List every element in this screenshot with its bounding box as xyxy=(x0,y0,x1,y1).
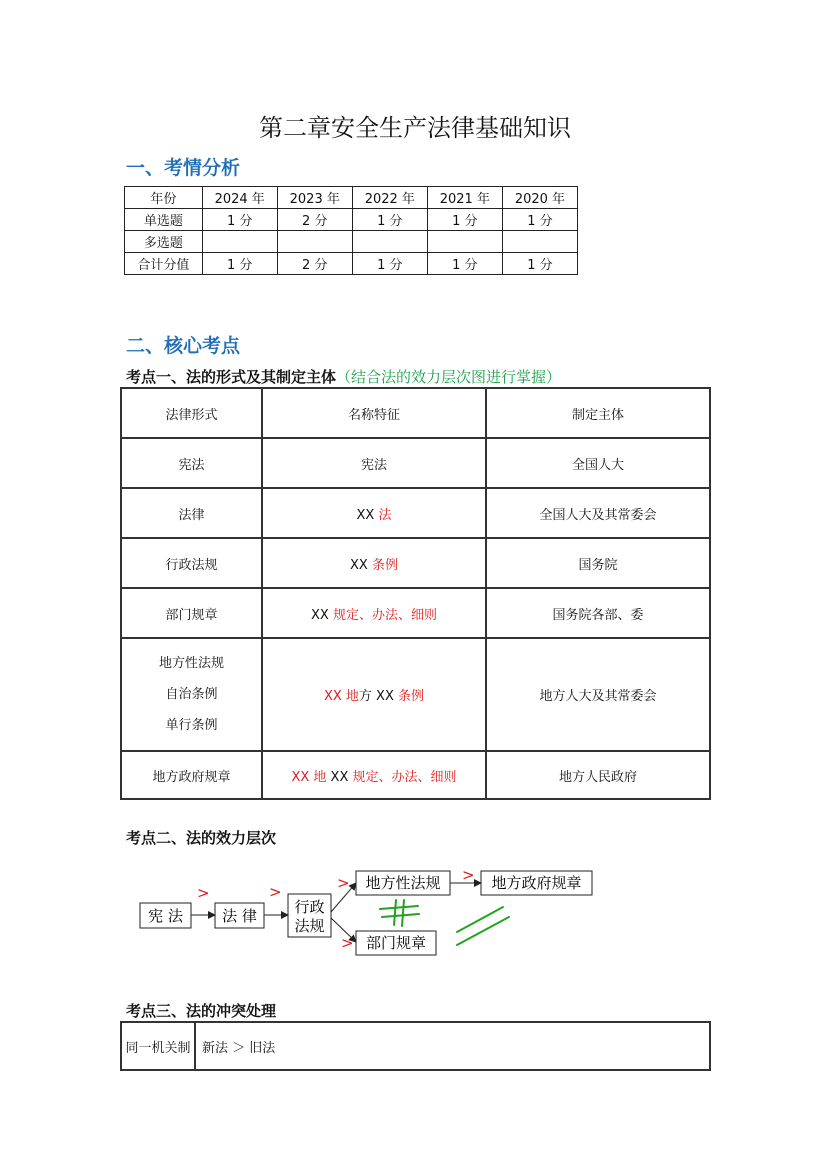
table-row xyxy=(121,588,710,638)
table-cell xyxy=(427,231,502,253)
form-line: 地方性法规 xyxy=(158,656,224,671)
greater-than-mark: > xyxy=(462,866,475,884)
name-prefix: XX xyxy=(356,507,379,523)
name-suffix: 规定、办法、细则 xyxy=(332,607,437,623)
table-row xyxy=(121,538,710,588)
table-cell xyxy=(202,231,277,253)
table-cell: 1 分 xyxy=(502,209,577,231)
node-constitution: 宪 法 xyxy=(148,907,183,925)
table-cell: 地方人民政府 xyxy=(486,751,710,799)
table-cell: 年份 xyxy=(125,187,203,209)
table-cell xyxy=(262,751,486,799)
form-line: 自治条例 xyxy=(165,687,218,702)
table-cell: 名称特征 xyxy=(262,388,486,438)
table-row xyxy=(125,187,578,209)
node-admin-regulation-line1: 行政 xyxy=(294,898,325,916)
table-cell: 国务院 xyxy=(486,538,710,588)
table-cell xyxy=(262,638,486,751)
name-prefix: XX 地 xyxy=(323,689,359,704)
table-cell: 2022 年 xyxy=(352,187,427,209)
table-cell: 2 分 xyxy=(277,209,352,231)
name-prefix: XX 地 xyxy=(291,769,331,785)
table-cell: 全国人大及其常委会 xyxy=(486,488,710,538)
table-row xyxy=(125,209,578,231)
not-equal-annotation xyxy=(380,900,419,926)
section-heading-core-points: 二、核心考点 xyxy=(126,335,241,357)
table-cell: 1 分 xyxy=(427,253,502,275)
table-cell: 2024 年 xyxy=(202,187,277,209)
name-suffix: 法 xyxy=(378,507,392,523)
node-local-regulation: 地方性法规 xyxy=(365,874,441,892)
table-cell xyxy=(352,231,427,253)
node-admin-regulation-line2: 法规 xyxy=(294,917,325,935)
table-row xyxy=(121,438,710,488)
table-row xyxy=(121,1022,710,1070)
equal-annotation xyxy=(457,907,509,945)
point2-heading: 考点二、法的效力层次 xyxy=(126,829,277,847)
point1-heading-note: （结合法的效力层次图进行掌握） xyxy=(336,368,562,386)
name-prefix: XX xyxy=(350,557,372,573)
table-cell: 1 分 xyxy=(202,209,277,231)
section-heading-exam-analysis: 一、考情分析 xyxy=(126,157,241,179)
greater-than-mark: > xyxy=(197,884,210,902)
table-cell: 新法 ＞ 旧法 xyxy=(195,1022,710,1070)
table-cell: 行政法规 xyxy=(121,538,262,588)
conflict-table xyxy=(120,1021,711,1071)
table-cell: 同一机关制 xyxy=(121,1022,195,1070)
page-title: 第二章安全生产法律基础知识 xyxy=(259,114,571,142)
node-dept-rule: 部门规章 xyxy=(365,934,427,952)
greater-than-mark: > xyxy=(269,883,282,901)
table-row xyxy=(121,488,710,538)
table-cell: 法律形式 xyxy=(121,388,262,438)
table-cell xyxy=(262,488,486,538)
name-suffix: 条例 xyxy=(398,689,425,704)
table-cell: 2023 年 xyxy=(277,187,352,209)
table-cell: 1 分 xyxy=(427,209,502,231)
table-row xyxy=(121,638,710,751)
point3-heading: 考点三、法的冲突处理 xyxy=(126,1002,277,1020)
table-row xyxy=(121,751,710,799)
table-cell: 地方政府规章 xyxy=(121,751,262,799)
table-cell: 2021 年 xyxy=(427,187,502,209)
table-cell: 宪法 xyxy=(262,438,486,488)
table-cell: 法律 xyxy=(121,488,262,538)
table-cell: 制定主体 xyxy=(486,388,710,438)
table-cell: 部门规章 xyxy=(121,588,262,638)
table-cell: 宪法 xyxy=(121,438,262,488)
table-cell: 1 分 xyxy=(502,253,577,275)
table-cell: 地方人大及其常委会 xyxy=(486,638,710,751)
greater-than-mark: > xyxy=(341,934,354,952)
table-cell: 2 分 xyxy=(277,253,352,275)
name-suffix: 规定、办法、细则 xyxy=(352,769,457,785)
table-cell xyxy=(262,588,486,638)
table-cell: 1 分 xyxy=(352,253,427,275)
table-cell: 国务院各部、委 xyxy=(486,588,710,638)
table-cell: 全国人大 xyxy=(486,438,710,488)
table-row xyxy=(125,231,578,253)
name-suffix: 条例 xyxy=(371,557,398,573)
table-cell xyxy=(277,231,352,253)
table-cell: 多选题 xyxy=(125,231,203,253)
node-local-gov-rule: 地方政府规章 xyxy=(491,874,582,892)
hierarchy-diagram xyxy=(120,860,600,965)
form-line: 单行条例 xyxy=(165,718,218,733)
table-cell: 单选题 xyxy=(125,209,203,231)
table-cell: 合计分值 xyxy=(125,253,203,275)
table-cell xyxy=(262,538,486,588)
greater-than-mark: > xyxy=(337,874,350,892)
point1-heading xyxy=(126,366,561,387)
node-law: 法 律 xyxy=(222,907,257,925)
table-cell xyxy=(121,638,262,751)
name-prefix: XX xyxy=(311,607,333,623)
table-cell: 2020 年 xyxy=(502,187,577,209)
table-cell xyxy=(502,231,577,253)
table-cell: 1 分 xyxy=(352,209,427,231)
table-cell: 1 分 xyxy=(202,253,277,275)
table-row xyxy=(125,253,578,275)
law-forms-table xyxy=(120,387,711,800)
table-row xyxy=(121,388,710,438)
name-middle: XX xyxy=(330,769,353,785)
exam-score-table xyxy=(124,186,578,275)
point1-heading-text: 考点一、法的形式及其制定主体 xyxy=(126,368,337,386)
name-middle: 方 XX xyxy=(358,689,398,704)
